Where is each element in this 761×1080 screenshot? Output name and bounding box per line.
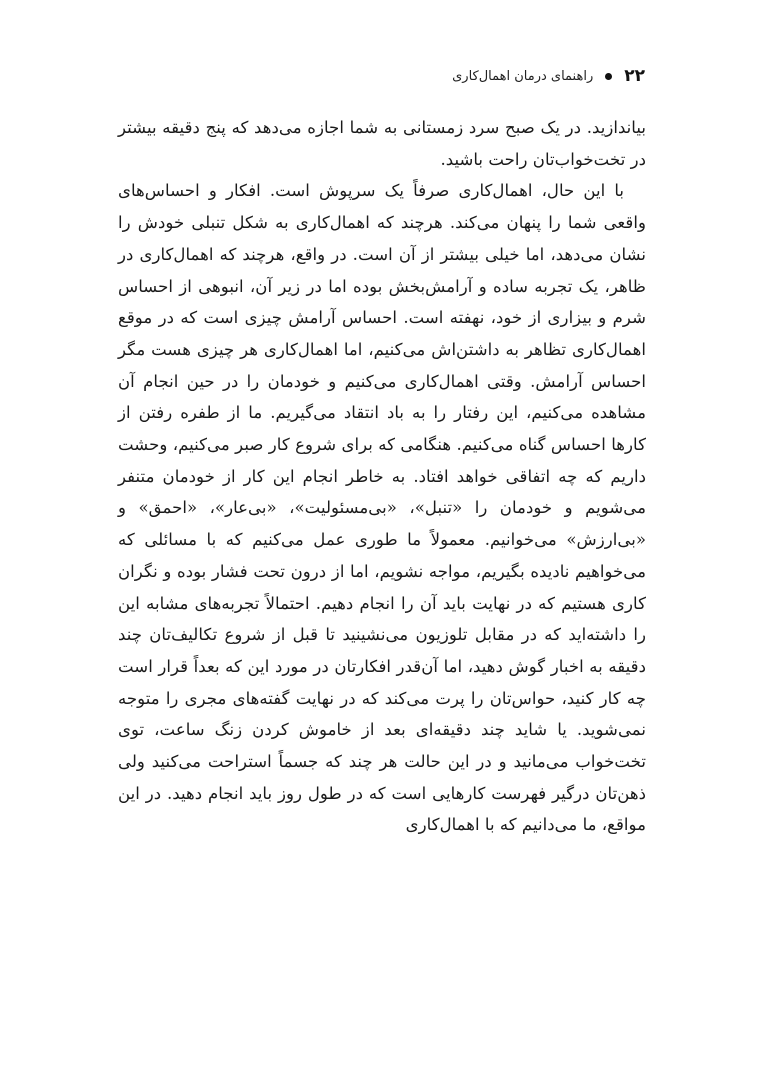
bullet-icon: [605, 73, 612, 80]
paragraph-2: با این حال، اهمال‌کاری صرفاً یک سرپوش است. افکار و احساس‌های واقعی شما را پنهان می‌کند. هرچند که اهمال‌کاری به شکل تنبلی خودش را نشان می‌دهد، اما خیلی بیشتر از آن است. در واقع، هرچند که اهمال‌کاری در ظاهر، یک تجربه ساده و آرامش‌بخش بوده اما در زیر آن، انبوهی از احساس شرم و بیزاری از خود، نهفته است. احساس آرامش چیزی است که در موقع اهمال‌کاری تظاهر به داشتن‌اش می‌کنیم، اما اهمال‌کاری هر چیزی هست مگر احساس آرامش. وقتی اهمال‌کاری می‌کنیم و خودمان را در حین انجام آن مشاهده می‌کنیم، این رفتار را به باد انتقاد می‌گیریم. ما از طفره رفتن از کارها احساس گناه می‌کنیم. هنگامی که برای شروع کار صبر می‌کنیم، وحشت داریم که چه اتفاقی خواهد افتاد. به خاطر انجام این کار از خودمان متنفر می‌شویم و خودمان را «تنبل»، «بی‌مسئولیت»، «بی‌عار»، «احمق» و «بی‌ارزش» می‌خوانیم. معمولاً ما طوری عمل می‌کنیم که با مسائلی که می‌خواهیم نادیده بگیریم، مواجه نشویم، اما از درون تحت فشار بوده و نگران کاری هستیم که در نهایت باید آن را انجام دهیم. احتمالاً تجربه‌های مشابه این را داشته‌اید که در مقابل تلوزیون می‌نشینید تا قبل از شروع تکالیف‌تان چند دقیقه به اخبار گوش دهید، اما آن‌قدر افکارتان در مورد این که بعداً قرار است چه کار کنید، حواس‌تان را پرت می‌کند که در نهایت گفته‌های مجری را متوجه نمی‌شوید. یا شاید چند دقیقه‌ای بعد از خاموش کردن زنگ ساعت، توی تخت‌خواب می‌مانید و در این حالت هر چند که جسماً استراحت می‌کنید ولی ذهن‌تان درگیر فهرست کارهایی است که در طول روز باید انجام دهید. در این مواقع، ما می‌دانیم که با اهمال‌کاری: [118, 181, 646, 835]
page-number: ۲۲: [624, 66, 645, 86]
paragraph-1: بیاندازید. در یک صبح سرد زمستانی به شما اجازه می‌دهد که پنج دقیقه بیشتر در تخت‌خواب‌تان راحت باشید.: [118, 118, 646, 169]
body-text: [118, 112, 646, 841]
page-header: [430, 62, 645, 90]
running-title: راهنمای درمان اهمال‌کاری: [452, 68, 594, 84]
